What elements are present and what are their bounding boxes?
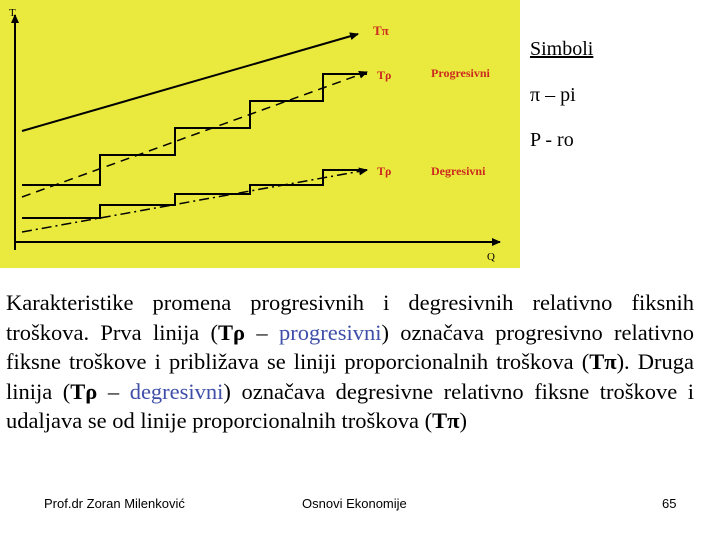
degressive-line-label: Tρ (377, 164, 392, 178)
cost-diagram-svg (0, 0, 520, 268)
degressive-type-label: Degresivni (431, 164, 486, 178)
text-run: ) označava progresivno relativno fiksne troškove i približava se liniji proporcionalnih troškova ( (6, 319, 695, 374)
progressive-step-line (22, 74, 367, 185)
text-run: ) označava degresivne relativno fiksne troškove i udaljava se od linije proporcionalnih troškova ( (6, 378, 695, 433)
term-degresivni: degresivni (129, 378, 224, 404)
symbol-t-ro: Tρ (70, 378, 98, 404)
progressive-trend-line (22, 72, 367, 197)
proportional-line-label: Tπ (373, 23, 389, 38)
cost-diagram (0, 0, 520, 268)
text-run: – (245, 319, 279, 345)
y-axis-label: T (9, 7, 16, 19)
text-run: – (97, 378, 130, 404)
proportional-cost-line (22, 34, 358, 131)
symbol-t-pi: Tπ (589, 349, 617, 374)
degressive-trend-line (22, 170, 367, 232)
text-run: Karakteristike promena progresivnih i degresivnih relativno fiksnih troškova. Prva linija ( (6, 290, 694, 345)
page-number: 65 (662, 496, 677, 511)
degressive-step-line (22, 170, 367, 218)
x-axis-label: Q (487, 251, 495, 263)
term-progresivni: progresivni (278, 319, 382, 345)
progressive-type-label: Progresivni (431, 66, 490, 80)
footer-author: Prof.dr Zoran Milenković (44, 496, 185, 511)
text-run: ). Druga linija ( (6, 349, 694, 404)
symbol-ro: P - ro (530, 129, 574, 151)
description-paragraph (6, 288, 694, 436)
symbol-t-pi: Tπ (432, 408, 460, 433)
text-run: ) (459, 408, 467, 433)
symbols-title: Simboli (530, 38, 594, 60)
progressive-line-label: Tρ (377, 68, 392, 82)
symbol-t-ro: Tρ (218, 319, 246, 345)
footer-course: Osnovi Ekonomije (302, 496, 407, 511)
symbol-pi: π – pi (530, 84, 576, 106)
